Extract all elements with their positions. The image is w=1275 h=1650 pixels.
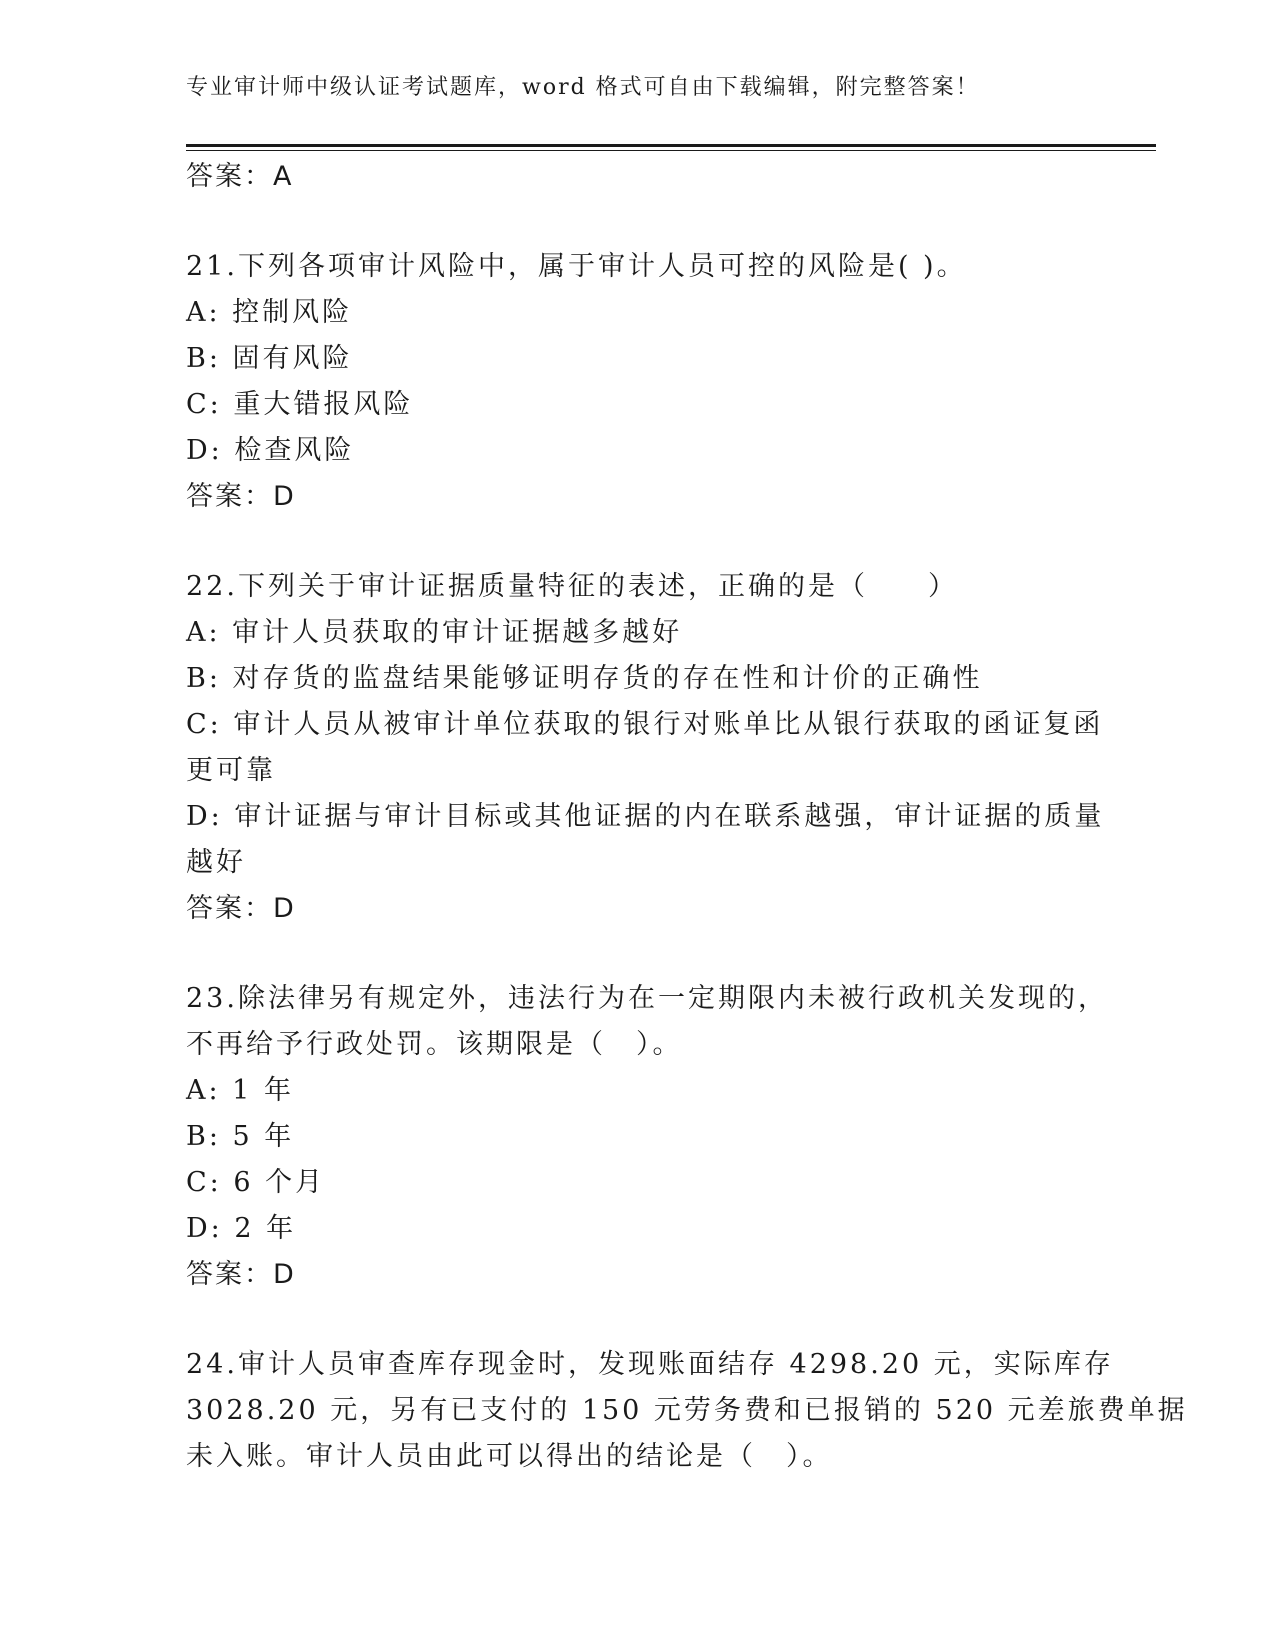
question-stem-line: 21.下列各项审计风险中，属于审计人员可控的风险是( )。 (186, 251, 967, 282)
option-line: D: 审计证据与审计目标或其他证据的内在联系越强，审计证据的质量 (186, 801, 1105, 832)
question-list (186, 244, 1188, 1480)
document-body (186, 154, 1188, 1480)
option-line: A: 1 年 (186, 1075, 294, 1106)
question-stem-line: 不再给予行政处罚。该期限是（ ）。 (186, 1029, 683, 1060)
question-stem-line: 23.除法律另有规定外，违法行为在一定期限内未被行政机关发现的， (186, 983, 1108, 1014)
option-line: A: 控制风险 (186, 297, 353, 328)
option-line: 更可靠 (186, 755, 276, 786)
option-line: C: 6 个月 (186, 1167, 326, 1198)
answer-line: 答案：D (186, 1259, 296, 1290)
answer-line: 答案：D (186, 893, 296, 924)
option-line: B: 固有风险 (186, 343, 353, 374)
option-line: B: 对存货的监盘结果能够证明存货的存在性和计价的正确性 (186, 663, 983, 694)
header-rule-thin (186, 150, 1156, 151)
option-line: B: 5 年 (186, 1121, 295, 1152)
question-block (186, 1342, 1188, 1480)
option-line: C: 审计人员从被审计单位获取的银行对账单比从银行获取的函证复函 (186, 709, 1104, 740)
page-header: 专业审计师中级认证考试题库，word 格式可自由下载编辑，附完整答案！ (186, 75, 980, 100)
option-line: A: 审计人员获取的审计证据越多越好 (186, 617, 683, 648)
question-stem-line: 未入账。审计人员由此可以得出的结论是（ ）。 (186, 1441, 833, 1472)
previous-answer: 答案：A (186, 161, 294, 192)
answer-line: 答案：D (186, 481, 296, 512)
question-stem-line: 22.下列关于审计证据质量特征的表述，正确的是（ ） (186, 571, 958, 602)
question-block (186, 244, 1106, 520)
header-rule-thick (186, 144, 1156, 147)
question-stem-line: 3028.20 元，另有已支付的 150 元劳务费和已报销的 520 元差旅费单据 (186, 1395, 1188, 1426)
option-line: D: 检查风险 (186, 435, 355, 466)
question-block (186, 976, 1106, 1298)
option-line: D: 2 年 (186, 1213, 297, 1244)
option-line: 越好 (186, 847, 246, 878)
option-line: C: 重大错报风险 (186, 389, 414, 420)
question-stem-line: 24.审计人员审查库存现金时，发现账面结存 4298.20 元，实际库存 (186, 1349, 1114, 1380)
question-block (186, 564, 1106, 932)
